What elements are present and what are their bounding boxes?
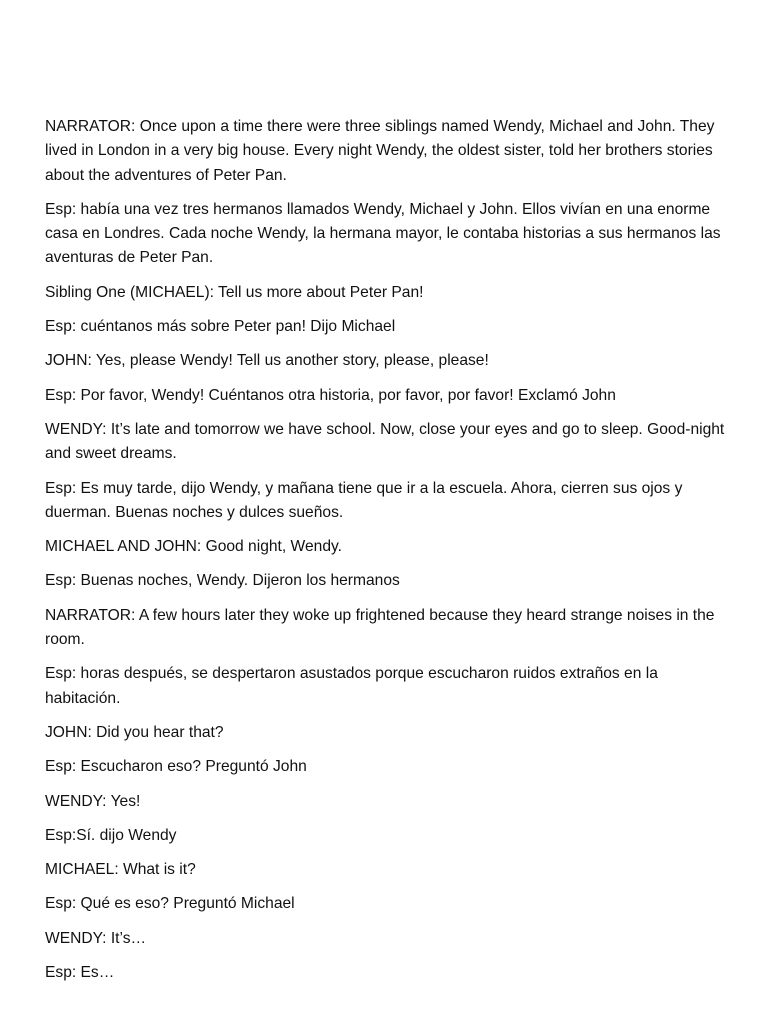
john-line: JOHN: Yes, please Wendy! Tell us another story, please, please!: [45, 352, 489, 370]
esp-john-question-line: Esp: Escucharon eso? Preguntó John: [45, 758, 307, 776]
esp-noises-paragraph: Esp: horas después, se despertaron asustados porque escucharon ruidos extraños en la habitación.: [45, 665, 658, 707]
narrator-intro-paragraph: NARRATOR: Once upon a time there were three siblings named Wendy, Michael and John. They lived in London in a very big house. Every night Wendy, the oldest sister, told her brothers stories about the adventures of Peter Pan.: [45, 118, 715, 184]
esp-michael-line: Esp: cuéntanos más sobre Peter pan! Dijo Michael: [45, 318, 396, 336]
esp-wendy-yes-line: Esp:Sí. dijo Wendy: [45, 826, 177, 844]
esp-wendy-line: Esp: Es muy tarde, dijo Wendy, y mañana tiene que ir a la escuela. Ahora, cierren sus ojos y duerman. Buenas noches y dulces sueños.: [45, 479, 683, 521]
wendy-yes-line: WENDY: Yes!: [45, 792, 141, 810]
esp-michael-and-john-line: Esp: Buenas noches, Wendy. Dijeron los hermanos: [45, 572, 400, 590]
michael-line: Sibling One (MICHAEL): Tell us more about Peter Pan!: [45, 283, 424, 301]
wendy-line: WENDY: It’s late and tomorrow we have school. Now, close your eyes and go to sleep. Good-night and sweet dreams.: [45, 420, 725, 463]
esp-michael-question-line: Esp: Qué es eso? Preguntó Michael: [45, 895, 295, 913]
esp-intro-paragraph: Esp: había una vez tres hermanos llamados Wendy, Michael y John. Ellos vivían en una enorme casa en Londres. Cada noche Wendy, la hermana mayor, le contaba historias a sus hermanos las aventuras de Peter Pan.: [45, 200, 721, 267]
michael-and-john-line: MICHAEL AND JOHN: Good night, Wendy.: [45, 538, 342, 556]
narrator-noises-paragraph: NARRATOR: A few hours later they woke up frightened because they heard strange noises in the room.: [45, 606, 715, 649]
esp-john-line: Esp: Por favor, Wendy! Cuéntanos otra historia, por favor, por favor! Exclamó John: [45, 386, 616, 404]
john-question-line: JOHN: Did you hear that?: [45, 723, 224, 741]
document-page: [45, 115, 735, 995]
michael-question-line: MICHAEL: What is it?: [45, 861, 196, 879]
wendy-its-line: WENDY: It’s…: [45, 929, 147, 947]
esp-wendy-its-line: Esp: Es…: [45, 964, 115, 982]
